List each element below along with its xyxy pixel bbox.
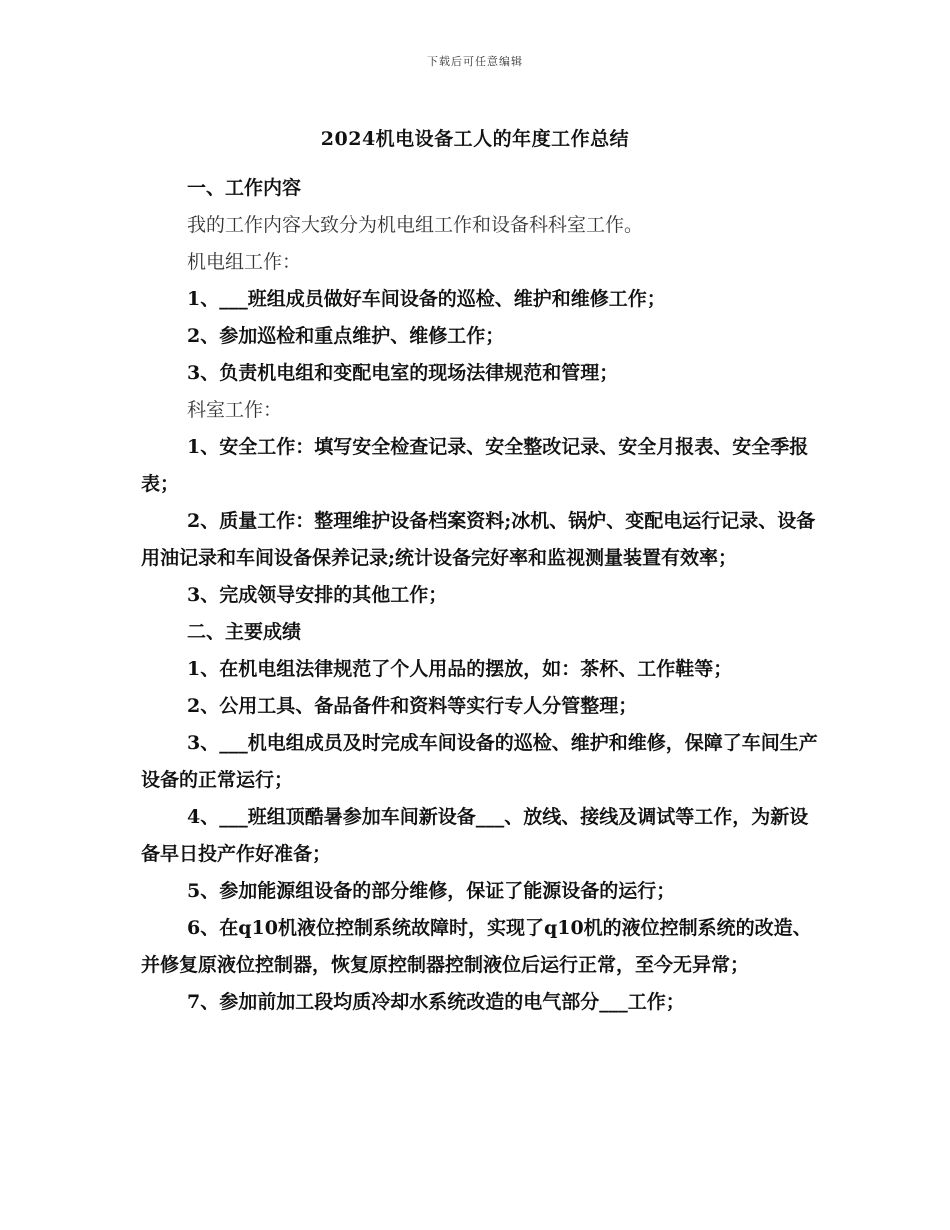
list-item: 1、安全工作：填写安全检查记录、安全整改记录、安全月报表、安全季报表； — [141, 436, 809, 495]
paragraph: 我的工作内容大致分为机电组工作和设备科科室工作。 — [187, 214, 644, 236]
subheading: 机电组工作： — [187, 251, 302, 273]
list-item: 6、在q10机液位控制系统故障时，实现了q10机的液位控制系统的改造、并修复原液位控制器，恢复原控制器控制液位后运行正常，至今无异常； — [141, 917, 812, 976]
list-item: 1、在机电组法律规范了个人用品的摆放，如：茶杯、工作鞋等； — [187, 658, 733, 680]
document-title: 2024机电设备工人的年度工作总结 — [320, 128, 630, 150]
list-item: 2、参加巡检和重点维护、维修工作； — [187, 325, 505, 347]
list-item: 7、参加前加工段均质冷却水系统改造的电气部分___工作； — [187, 991, 685, 1013]
section-heading: 二、主要成绩 — [187, 621, 302, 643]
document-body — [141, 170, 821, 1021]
list-item: 3、完成领导安排的其他工作； — [187, 584, 448, 606]
list-item: 1、___班组成员做好车间设备的巡检、维护和维修工作； — [187, 288, 666, 310]
subheading: 科室工作： — [187, 399, 283, 421]
list-item: 2、公用工具、备品备件和资料等实行专人分管整理； — [187, 695, 638, 717]
section-heading: 一、工作内容 — [187, 177, 302, 199]
list-item: 3、___机电组成员及时完成车间设备的巡检、维护和维修，保障了车间生产设备的正常运行； — [141, 732, 818, 791]
list-item: 5、参加能源组设备的部分维修，保证了能源设备的运行； — [187, 880, 676, 902]
header-note: 下载后可任意编辑 — [427, 55, 523, 68]
list-item: 2、质量工作：整理维护设备档案资料;冰机、锅炉、变配电运行记录、设备用油记录和车间设备保养记录;统计设备完好率和监视测量装置有效率； — [141, 510, 816, 569]
list-item: 4、___班组顶酷暑参加车间新设备___、放线、接线及调试等工作，为新设备早日投产作好准备； — [141, 806, 809, 865]
list-item: 3、负责机电组和变配电室的现场法律规范和管理； — [187, 362, 619, 384]
